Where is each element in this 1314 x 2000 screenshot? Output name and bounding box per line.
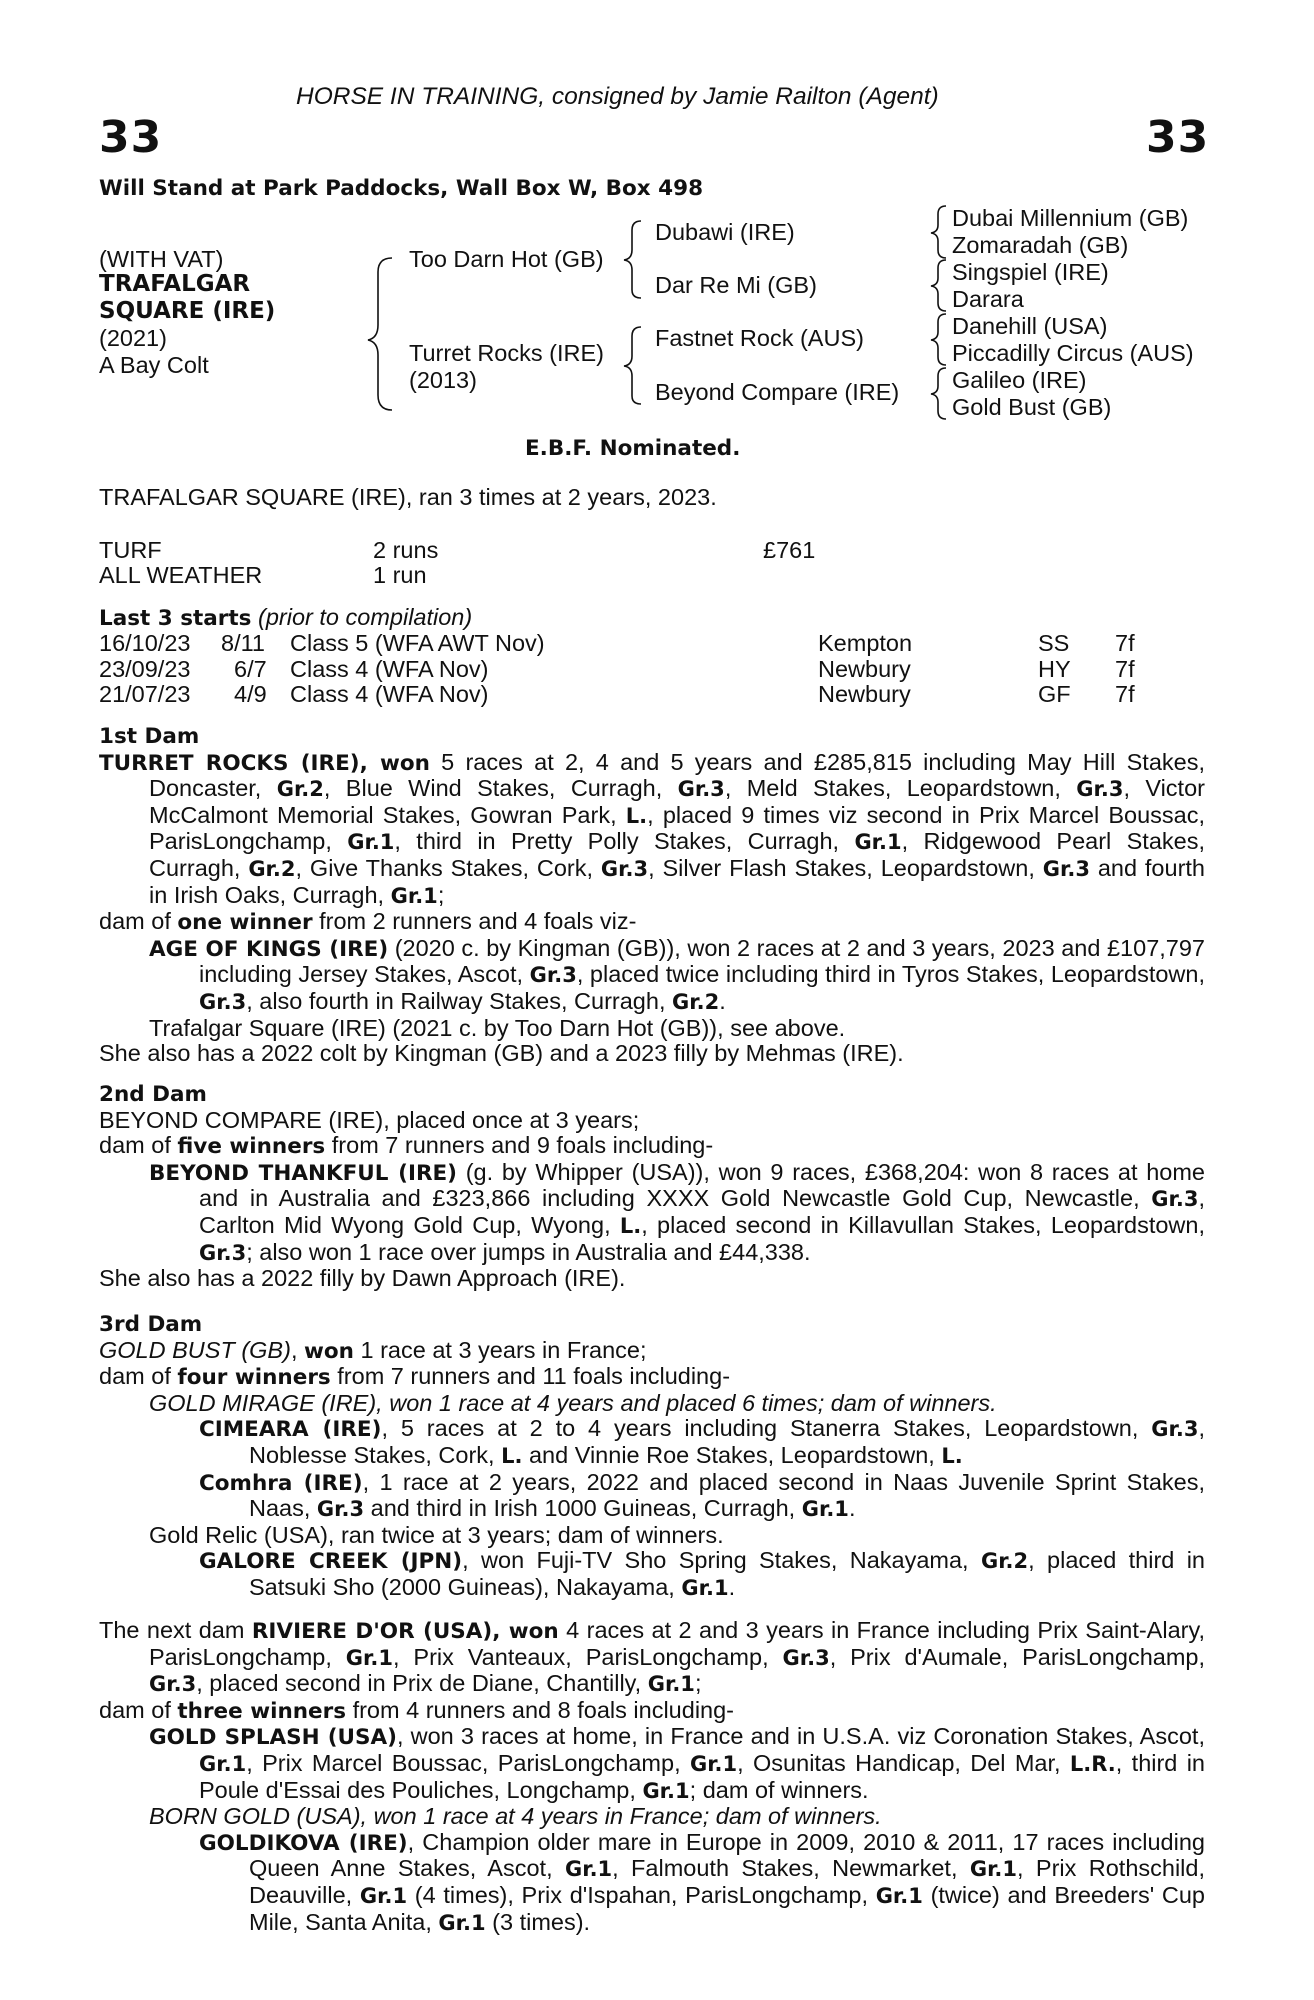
offspring-entry: [99, 1470, 1205, 1523]
second-dam-also: She also has a 2022 filly by Dawn Approach (IRE).: [99, 1265, 626, 1292]
next-dam-name: RIVIERE D'OR (USA): [251, 1619, 493, 1644]
offspring-name: CIMEARA (IRE): [199, 1417, 382, 1443]
text: , Osunitas Handicap, Del Mar,: [737, 1749, 1070, 1776]
grade: Gr.1: [689, 1751, 738, 1776]
last-starts-note: (prior to compilation): [258, 604, 473, 630]
text: ,: [290, 1336, 304, 1363]
start-race: Class 4 (WFA Nov): [290, 681, 489, 707]
grade: Gr.1: [647, 1672, 695, 1697]
start-going: HY: [1038, 656, 1071, 682]
offspring-entry: BORN GOLD (USA), won 1 race at 4 years in France; dam of winners.: [149, 1803, 882, 1830]
grade: Gr.1: [359, 1883, 408, 1908]
text: dam of: [99, 1696, 178, 1723]
text: , Prix Marcel Boussac, ParisLongchamp,: [246, 1749, 690, 1776]
third-dam-record: [99, 1338, 1205, 1365]
pedigree-gg-5: Danehill (USA): [952, 313, 1108, 339]
text: from 2 runners and 4 foals viz-: [312, 908, 637, 935]
horse-name-line1: TRAFALGAR: [99, 271, 251, 297]
text: , placed second in Killavullan Stakes, Leopardstown,: [641, 1211, 1205, 1238]
start-date: 23/09/23: [99, 656, 191, 682]
second-dam-produce: [99, 1133, 1205, 1160]
offspring-entry: GOLD MIRAGE (IRE), won 1 race at 4 years and placed 6 times; dam of winners.: [149, 1389, 997, 1416]
text: , Prix Rothschild, Deauville,: [249, 1855, 1205, 1908]
text: ;: [694, 1670, 702, 1697]
offspring-name: AGE OF KINGS (IRE): [149, 936, 389, 962]
start-going: SS: [1038, 630, 1070, 656]
text: ;: [437, 881, 445, 908]
text: (twice) and Breeders' Cup Mile, Santa Anita,: [249, 1881, 1205, 1935]
grade: Gr.3: [600, 856, 649, 881]
grade: Gr.3: [1076, 777, 1124, 802]
next-dam-section: [99, 1618, 1205, 1936]
first-dam-heading-row: [99, 723, 1205, 750]
last-starts-heading-line: [99, 605, 472, 632]
lot-number-right: 33: [1146, 112, 1210, 163]
text: from 7 runners and 11 foals including-: [330, 1363, 731, 1390]
first-dam-record: [99, 750, 1205, 910]
offspring-entry: [99, 1548, 1205, 1601]
winners-count: one winner: [177, 910, 313, 936]
third-dam-produce: [99, 1364, 1205, 1391]
page-subtitle: HORSE IN TRAINING, consigned by Jamie Railton (Agent): [296, 83, 939, 110]
sep: ,: [359, 750, 380, 776]
text: , Meld Stakes, Leopardstown,: [724, 775, 1077, 802]
grade: L.: [941, 1443, 963, 1468]
start-distance: 7f: [1115, 681, 1135, 707]
grade: Gr.2: [672, 989, 720, 1014]
offspring-entry: [99, 1416, 1205, 1469]
grade: L.R.: [1069, 1751, 1116, 1776]
grade: Gr.1: [969, 1857, 1018, 1882]
offspring-name: BEYOND THANKFUL (IRE): [149, 1160, 458, 1186]
text: , placed third in Satsuki Sho (2000 Guineas), Nakayama,: [249, 1547, 1205, 1600]
pedigree-dam-sire: Fastnet Rock (AUS): [655, 325, 864, 351]
vat-note: (WITH VAT): [99, 246, 224, 272]
text: (g. by Whipper (USA)), won 9 races, £368,204: won 8 races at home and in Australia and £323,866 including XXXX Gold Newcastle Gold Cup, Newcastle,: [199, 1158, 1206, 1212]
won-label: won: [304, 1338, 354, 1364]
horse-year: (2021): [99, 325, 167, 351]
pedigree-sire: Too Darn Hot (GB): [409, 246, 604, 272]
start-course: Newbury: [818, 656, 911, 682]
winners-count: three winners: [177, 1698, 347, 1724]
offspring-entry: [99, 1724, 1205, 1804]
pedigree-sire-sire: Dubawi (IRE): [655, 219, 795, 245]
text: .: [848, 1495, 856, 1522]
grade: Gr.1: [390, 883, 438, 908]
won-label: won: [508, 1619, 559, 1644]
text: , placed 9 times viz second in Prix Marcel Boussac, ParisLongchamp,: [149, 801, 1205, 855]
grade: Gr.3: [316, 1497, 365, 1522]
lot-number-left: 33: [99, 112, 163, 163]
third-dam-heading-row: [99, 1311, 1205, 1338]
winners-count: four winners: [177, 1365, 331, 1391]
grade: L.: [619, 1213, 642, 1238]
turf-prize: £761: [763, 537, 816, 563]
text: , Ridgewood Pearl Stakes, Curragh,: [149, 828, 1205, 881]
pedigree-gg-8: Gold Bust (GB): [952, 394, 1112, 420]
first-dam-also: She also has a 2022 colt by Kingman (GB) and a 2023 filly by Mehmas (IRE).: [99, 1040, 904, 1067]
start-position: 4/9: [234, 681, 267, 707]
offspring-name: Comhra (IRE): [199, 1470, 363, 1496]
text: , won Fuji-TV Sho Spring Stakes, Nakayama,: [462, 1547, 981, 1574]
pedigree-dam-year: (2013): [409, 367, 477, 393]
text: , placed second in Prix de Diane, Chantilly,: [196, 1670, 648, 1697]
grade: L.: [501, 1443, 523, 1468]
text: (4 times), Prix d'Ispahan, ParisLongchamp,: [407, 1881, 876, 1908]
pedigree-gg-6: Piccadilly Circus (AUS): [952, 340, 1194, 366]
text: , Champion older mare in Europe in 2009, 2010 & 2011, 17 races including Queen Anne Stakes, Ascot,: [249, 1828, 1205, 1882]
start-race: Class 5 (WFA AWT Nov): [290, 630, 545, 656]
text: , Carlton Mid Wyong Gold Cup, Wyong,: [199, 1185, 1205, 1238]
start-date: 21/07/23: [99, 681, 191, 707]
text: 4 races at 2 and 3 years in France including Prix Saint-Alary, ParisLongchamp,: [149, 1617, 1206, 1670]
race-summary: TRAFALGAR SQUARE (IRE), ran 3 times at 2 years, 2023.: [99, 484, 717, 510]
pedigree-gg-2: Zomaradah (GB): [952, 232, 1129, 258]
text: , Silver Flash Stakes, Leopardstown,: [648, 854, 1043, 881]
grade: Gr.3: [199, 989, 247, 1014]
text: , 1 race at 2 years, 2022 and placed second in Naas Juvenile Sprint Stakes, Naas,: [249, 1468, 1206, 1522]
text: ; dam of winners.: [689, 1776, 869, 1803]
aw-label: ALL WEATHER: [99, 562, 263, 588]
first-dam-name: TURRET ROCKS (IRE): [99, 750, 360, 776]
text: , won 3 races at home, in France and in U.S.A. viz Coronation Stakes, Ascot,: [396, 1723, 1205, 1750]
text: dam of: [99, 908, 178, 935]
text: (3 times).: [485, 1908, 591, 1935]
grade: Gr.2: [248, 856, 296, 881]
next-dam-produce: [99, 1698, 1205, 1725]
start-going: GF: [1038, 681, 1071, 707]
grade: Gr.3: [1151, 1187, 1199, 1212]
text: , third in Poule d'Essai des Pouliches, Longchamp,: [199, 1749, 1206, 1803]
grade: Gr.1: [199, 1751, 247, 1776]
start-course: Kempton: [818, 630, 913, 656]
third-dam-section: [99, 1311, 1205, 1602]
turf-label: TURF: [99, 537, 162, 563]
text: , Prix Vanteaux, ParisLongchamp,: [392, 1643, 783, 1670]
text: The next dam: [99, 1617, 252, 1643]
last-starts-heading: Last 3 starts: [99, 606, 252, 631]
grade: Gr.1: [345, 1645, 393, 1670]
grade: Gr.1: [347, 830, 395, 855]
text: from 4 runners and 8 foals including-: [346, 1696, 735, 1723]
aw-runs: 1 run: [373, 562, 427, 588]
text: dam of: [99, 1132, 178, 1159]
offspring-entry: [99, 936, 1205, 1016]
grade: L.: [625, 803, 648, 828]
text: ; also won 1 race over jumps in Australia and £44,338.: [246, 1238, 811, 1265]
pedigree-gg-3: Singspiel (IRE): [952, 259, 1109, 285]
ebf-nominated: E.B.F. Nominated.: [525, 436, 741, 461]
grade: Gr.3: [529, 963, 577, 988]
grade: Gr.2: [980, 1549, 1029, 1574]
text: , Falmouth Stakes, Newmarket,: [612, 1855, 970, 1882]
grade: Gr.1: [801, 1497, 849, 1522]
second-dam-record: BEYOND COMPARE (IRE), placed once at 3 years;: [99, 1106, 640, 1133]
horse-description: A Bay Colt: [99, 352, 209, 378]
start-distance: 7f: [1115, 630, 1135, 656]
grade: Gr.2: [276, 777, 324, 802]
grade: Gr.1: [875, 1883, 923, 1908]
text: , Give Thanks Stakes, Cork,: [295, 854, 601, 881]
pedigree-dam: Turret Rocks (IRE): [409, 340, 604, 366]
second-dam-heading: 2nd Dam: [99, 1082, 207, 1107]
pedigree-gg-4: Darara: [952, 286, 1024, 312]
text: ,: [492, 1619, 509, 1644]
text: dam of: [99, 1363, 178, 1390]
grade: Gr.3: [677, 777, 725, 802]
text: 5 races at 2, 4 and 5 years and £285,815 including May Hill Stakes, Doncaster,: [149, 748, 1206, 802]
turf-runs: 2 runs: [373, 537, 439, 563]
start-position: 6/7: [234, 656, 267, 682]
offspring-name: GOLD SPLASH (USA): [149, 1725, 397, 1751]
offspring-entry: [99, 1160, 1205, 1266]
third-dam-heading: 3rd Dam: [99, 1312, 203, 1337]
won-label: won: [379, 750, 430, 776]
text: (2020 c. by Kingman (GB)), won 2 races at 2 and 3 years, 2023 and £107,797 including Jersey Stakes, Ascot,: [199, 934, 1206, 988]
text: 1 race at 3 years in France;: [353, 1336, 647, 1363]
grade: Gr.1: [438, 1910, 486, 1935]
start-race: Class 4 (WFA Nov): [290, 656, 489, 682]
offspring-entry: Gold Relic (USA), ran twice at 3 years; dam of winners.: [149, 1521, 724, 1548]
first-dam-section: [99, 723, 1205, 1067]
pedigree-gg-7: Galileo (IRE): [952, 367, 1087, 393]
grade: Gr.3: [199, 1240, 247, 1265]
offspring-entry: [99, 1830, 1205, 1936]
text: and Vinnie Roe Stakes, Leopardstown,: [522, 1441, 942, 1468]
start-date: 16/10/23: [99, 630, 191, 656]
text: , Noblesse Stakes, Cork,: [249, 1415, 1206, 1468]
grade: Gr.3: [1042, 856, 1090, 881]
text: , Blue Wind Stakes, Curragh,: [323, 775, 678, 802]
pedigree-sire-dam: Dar Re Mi (GB): [655, 272, 817, 298]
stand-location: Will Stand at Park Paddocks, Wall Box W, Box 498: [99, 176, 704, 201]
second-dam-heading-row: [99, 1081, 1205, 1108]
offspring-name: GOLDIKOVA (IRE): [199, 1830, 408, 1856]
winners-count: five winners: [177, 1134, 326, 1160]
grade: Gr.1: [642, 1778, 690, 1803]
start-distance: 7f: [1115, 656, 1135, 682]
text: and third in Irish 1000 Guineas, Curragh,: [364, 1495, 802, 1522]
text: , placed twice including third in Tyros Stakes, Leopardstown,: [576, 961, 1205, 988]
grade: Gr.3: [1151, 1417, 1199, 1442]
third-dam-name: GOLD BUST (GB): [99, 1336, 291, 1363]
offspring-name: GALORE CREEK (JPN): [199, 1549, 463, 1575]
pedigree-gg-1: Dubai Millennium (GB): [952, 205, 1189, 231]
first-dam-produce: [99, 909, 1205, 936]
first-dam-heading: 1st Dam: [99, 724, 200, 749]
text: .: [719, 987, 726, 1014]
start-position: 8/11: [221, 630, 265, 656]
second-dam-section: [99, 1081, 1205, 1292]
text: .: [728, 1573, 736, 1600]
grade: Gr.3: [149, 1672, 197, 1697]
text: , also fourth in Railway Stakes, Curragh,: [246, 987, 673, 1014]
text: , 5 races at 2 to 4 years including Stanerra Stakes, Leopardstown,: [381, 1415, 1152, 1442]
text: , Prix d'Aumale, ParisLongchamp,: [829, 1643, 1206, 1670]
pedigree-dam-dam: Beyond Compare (IRE): [655, 379, 900, 405]
text: , third in Pretty Polly Stakes, Curragh,: [394, 828, 855, 855]
text: , Victor McCalmont Memorial Stakes, Gowran Park,: [149, 775, 1205, 828]
text: from 7 runners and 9 foals including-: [325, 1132, 714, 1159]
next-dam-record: [99, 1618, 1205, 1698]
grade: Gr.1: [854, 830, 902, 855]
offspring-entry: Trafalgar Square (IRE) (2021 c. by Too Darn Hot (GB)), see above.: [149, 1014, 846, 1041]
text: and fourth in Irish Oaks, Curragh,: [149, 854, 1205, 908]
grade: Gr.3: [782, 1645, 830, 1670]
start-course: Newbury: [818, 681, 911, 707]
grade: Gr.1: [681, 1575, 729, 1600]
horse-name-line2: SQUARE (IRE): [99, 298, 276, 324]
grade: Gr.1: [564, 1857, 613, 1882]
